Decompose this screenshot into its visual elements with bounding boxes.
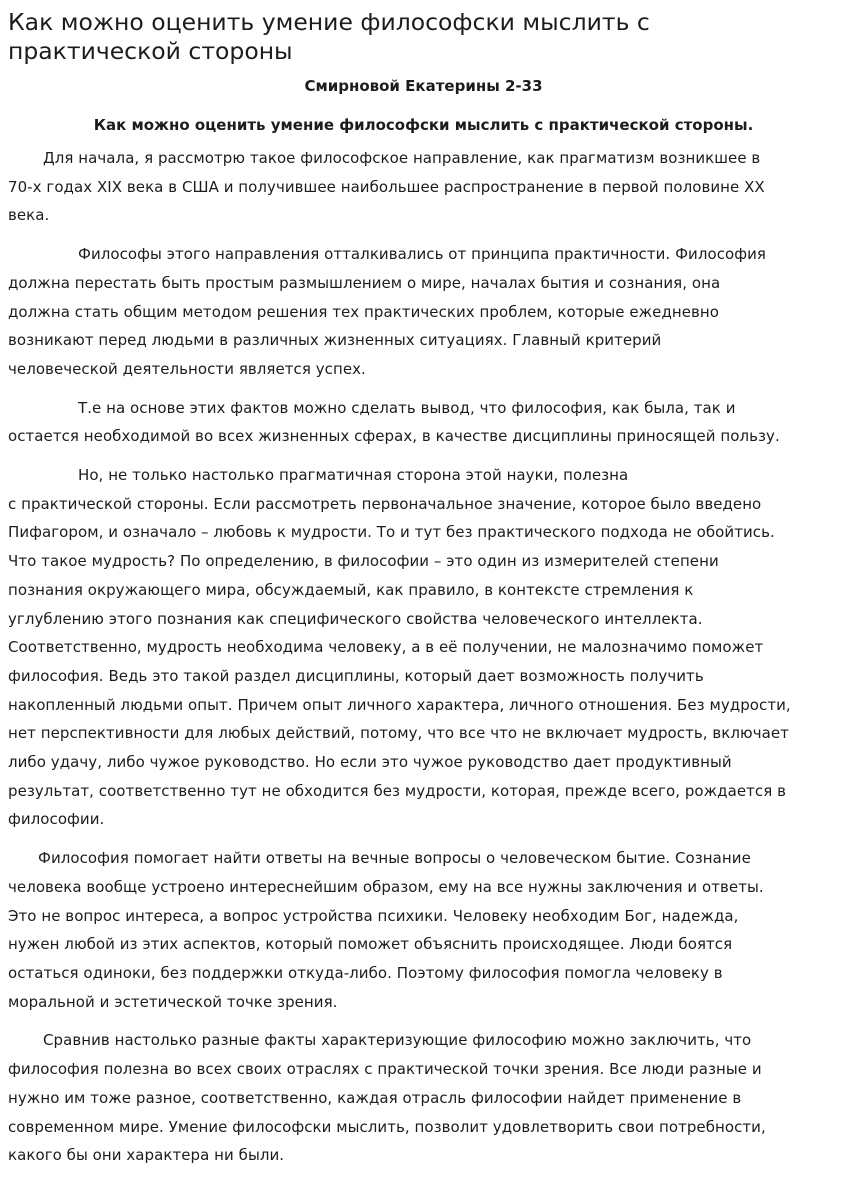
document-title: Как можно оценить умение философски мыслить с практической стороны	[8, 8, 650, 65]
paragraph: Т.е на основе этих фактов можно сделать вывод, что философия, как была, так и остается необходимой во всех жизненных сферах, в качестве дисциплины приносящей пользу.	[8, 398, 780, 446]
paragraph: Философы этого направления отталкивались от принципа практичности. Философия должна перестать быть простым размышлением о мире, началах бытия и сознания, она должна стать общим методом решения тех практических проблем, которые ежедневно возникают перед людьми в различных жизненных ситуациях. Главный критерий человеческой деятельности является успех.	[8, 245, 766, 378]
essay-subtitle: Как можно оценить умение философски мыслить с практической стороны.	[93, 116, 754, 134]
paragraph: Философия помогает найти ответы на вечные вопросы о человеческом бытие. Сознание человека вообще устроено интереснейшим образом, ему на все нужны заключения и ответы. Это не вопрос интереса, а вопрос устройства психики. Человеку необходим Бог, надежда, нужен любой из этих аспектов, который поможет объяснить происходящее. Люди боятся остаться одиноки, без поддержки откуда-либо. Поэтому философия помогла человеку в моральной и эстетической точке зрения.	[8, 849, 764, 1011]
author-line: Смирновой Екатерины 2-33	[304, 77, 543, 95]
paragraph: Но, не только настолько прагматичная сторона этой науки, полезна с практической стороны. Если рассмотреть первоначальное значение, которое было введено Пифагором, и означало – любовь к мудрости. То и тут без практического подхода не обойтись. Что такое мудрость? По определению, в философии – это один из измерителей степени познания окружающего мира, обсуждаемый, как правило, в контексте стремления к углублению этого познания как специфического свойства человеческого интеллекта. Соответственно, мудрость необходима человеку, а в её получении, не малозначимо поможет философия. Ведь это такой раздел дисциплины, который дает возможность получить накопленный людьми опыт. Причем опыт личного характера, личного отношения. Без мудрости, нет перспективности для любых действий, потому, что все что не включает мудрость, включает либо удачу, либо чужое руководство. Но если это чужое руководство дает продуктивный результат, соответственно тут не обходится без мудрости, которая, прежде всего, рождается в философии.	[8, 466, 791, 829]
paragraph: Сравнив настолько разные факты характеризующие философию можно заключить, что философия полезна во всех своих отраслях с практической точки зрения. Все люди разные и нужно им тоже разное, соответственно, каждая отрасль философии найдет применение в современном мире. Умение философски мыслить, позволит удовлетворить свои потребности, какого бы они характера ни были.	[8, 1031, 766, 1165]
paragraph: Для начала, я рассмотрю такое философское направление, как прагматизм возникшее в 70-х годах XIX века в США и получившее наибольшее распространение в первой половине XX века.	[8, 149, 765, 225]
